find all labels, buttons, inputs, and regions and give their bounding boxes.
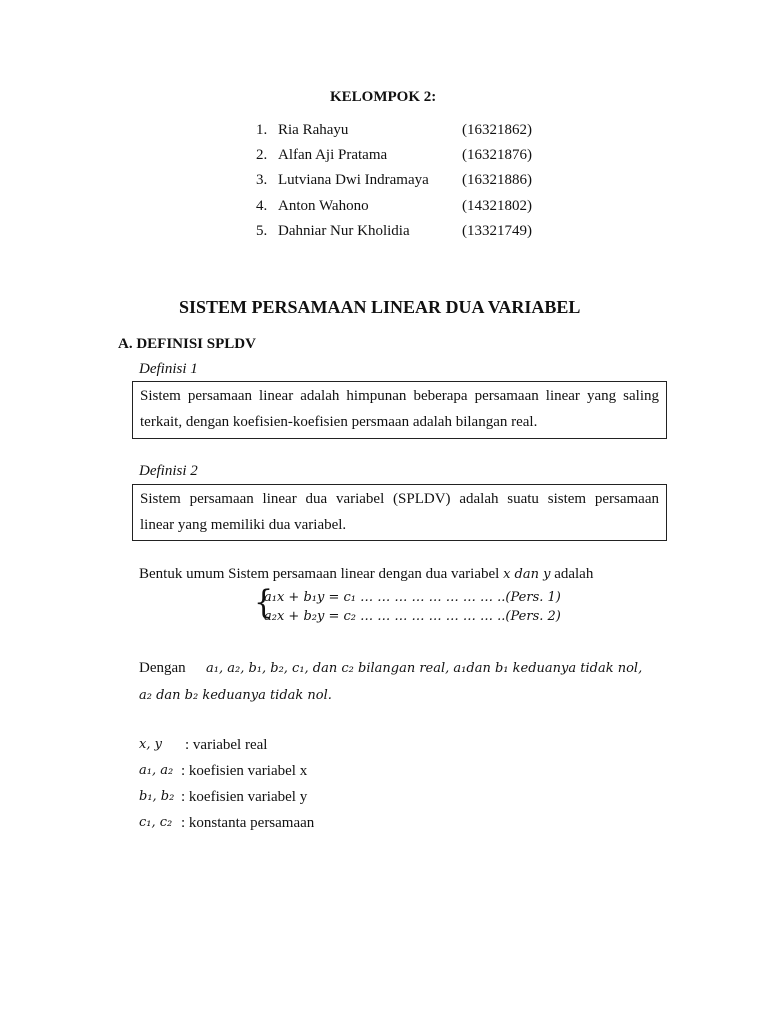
- general-form-intro-variables: x dan y: [503, 567, 551, 582]
- member-row: [256, 122, 546, 142]
- member-number: 3.: [256, 172, 268, 188]
- variable-description: : variabel real: [185, 737, 268, 753]
- member-name: Anton Wahono: [278, 198, 369, 214]
- member-number: 5.: [256, 223, 268, 239]
- member-name: Lutviana Dwi Indramaya: [278, 172, 429, 188]
- general-form-intro: [139, 566, 593, 583]
- member-number: 2.: [256, 147, 268, 163]
- member-number: 1.: [256, 122, 268, 138]
- general-form-intro-suffix: adalah: [554, 566, 594, 582]
- section-heading: A. DEFINISI SPLDV: [118, 336, 256, 352]
- variable-symbol: b₁, b₂: [139, 789, 175, 804]
- variable-description: : konstanta persamaan: [181, 815, 315, 831]
- definition-1-line-2: terkait, dengan koefisien-koefisien persmaan adalah bilangan real.: [140, 414, 538, 430]
- dengan-line-2: a₂ dan b₂ keduanya tidak nol.: [139, 688, 332, 703]
- main-title: SISTEM PERSAMAAN LINEAR DUA VARIABEL: [179, 297, 581, 317]
- equation-1: a₁x + b₁y = c₁ … … … … … … … … ..(Pers. 1): [264, 590, 561, 605]
- member-number: 4.: [256, 198, 268, 214]
- member-row: [256, 147, 546, 167]
- equation-2: a₂x + b₂y = c₂ … … … … … … … … ..(Pers. 2): [264, 609, 561, 624]
- definition-1-label: Definisi 1: [139, 361, 198, 377]
- member-name: Ria Rahayu: [278, 122, 349, 138]
- definition-1-box: [132, 381, 667, 439]
- definition-2-line-2: linear yang memiliki dua variabel.: [140, 517, 347, 533]
- general-form-intro-prefix: Bentuk umum Sistem persamaan linear dengan dua variabel: [139, 566, 500, 582]
- definition-2-line-1: Sistem persamaan linear dua variabel (SPLDV) adalah suatu sistem persamaan: [140, 491, 659, 507]
- variable-description: : koefisien variabel x: [181, 763, 308, 779]
- dengan-word: Dengan: [139, 660, 186, 676]
- definition-1-line-1: Sistem persamaan linear adalah himpunan beberapa persamaan linear yang saling: [140, 388, 659, 404]
- equation-brace: {: [254, 583, 274, 622]
- variable-description: : koefisien variabel y: [181, 789, 308, 805]
- variable-symbol: x, y: [139, 737, 162, 752]
- member-nim: (16321876): [462, 147, 532, 163]
- member-nim: (16321886): [462, 172, 532, 188]
- definition-2-box: [132, 484, 667, 541]
- member-nim: (14321802): [462, 198, 532, 214]
- member-row: [256, 198, 546, 218]
- member-name: Dahniar Nur Kholidia: [278, 223, 410, 239]
- member-nim: (16321862): [462, 122, 532, 138]
- variable-symbol: a₁, a₂: [139, 763, 174, 778]
- definition-2-label: Definisi 2: [139, 463, 198, 479]
- dengan-line-1: a₁, a₂, b₁, b₂, c₁, dan c₂ bilangan real, a₁dan b₁ keduanya tidak nol,: [206, 661, 643, 676]
- member-row: [256, 172, 546, 192]
- group-title: KELOMPOK 2:: [330, 89, 437, 105]
- member-nim: (13321749): [462, 223, 532, 239]
- variable-symbol: c₁, c₂: [139, 815, 173, 830]
- member-row: [256, 223, 546, 243]
- member-name: Alfan Aji Pratama: [278, 147, 388, 163]
